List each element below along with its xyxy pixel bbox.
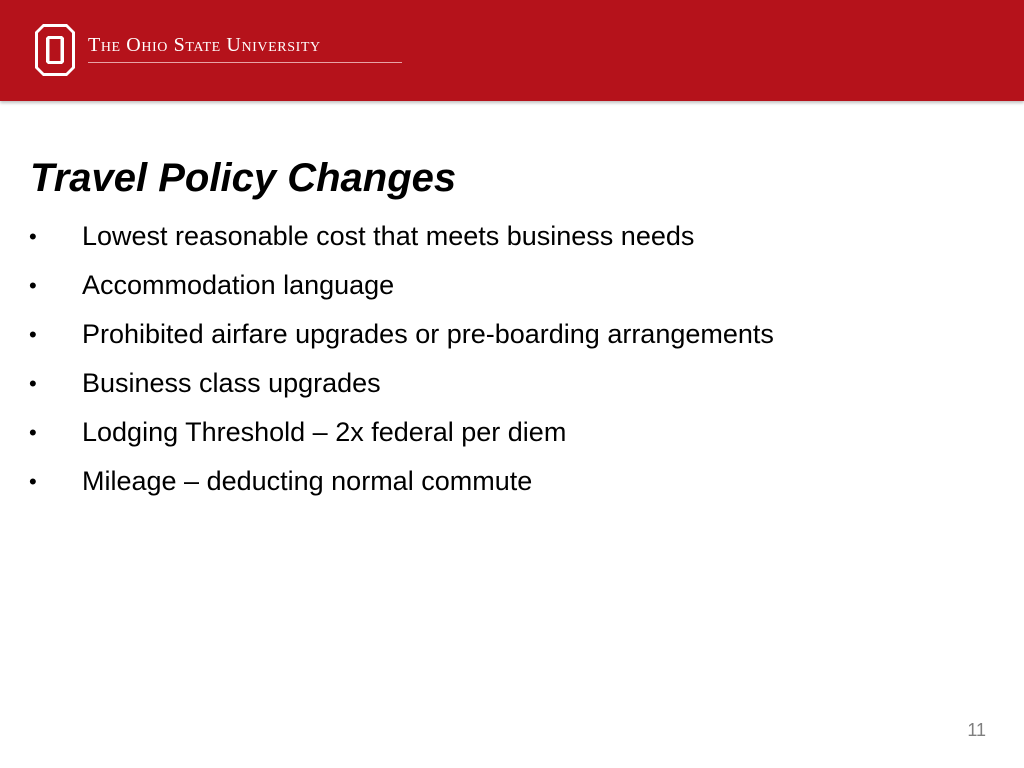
wordmark-underline (88, 62, 402, 63)
bullet-text: Lodging Threshold – 2x federal per diem (82, 417, 567, 447)
bullet-text: Accommodation language (82, 270, 395, 300)
bullet-text: Mileage – deducting normal commute (82, 466, 533, 496)
slide-title: Travel Policy Changes (30, 156, 457, 200)
page-number: 11 (967, 720, 986, 740)
university-wordmark: The Ohio State University (88, 34, 321, 56)
bullet-text: Lowest reasonable cost that meets business needs (82, 221, 695, 251)
bullet-glyph: • (29, 420, 37, 445)
block-o-icon (34, 23, 76, 77)
bullet-glyph: • (29, 273, 37, 298)
bullet-text: Business class upgrades (82, 368, 381, 398)
header-banner (0, 0, 1024, 101)
bullet-glyph: • (29, 469, 37, 494)
bullet-glyph: • (29, 224, 37, 249)
bullet-glyph: • (29, 322, 37, 347)
bullet-glyph: • (29, 371, 37, 396)
bullet-text: Prohibited airfare upgrades or pre-boarding arrangements (82, 319, 774, 349)
